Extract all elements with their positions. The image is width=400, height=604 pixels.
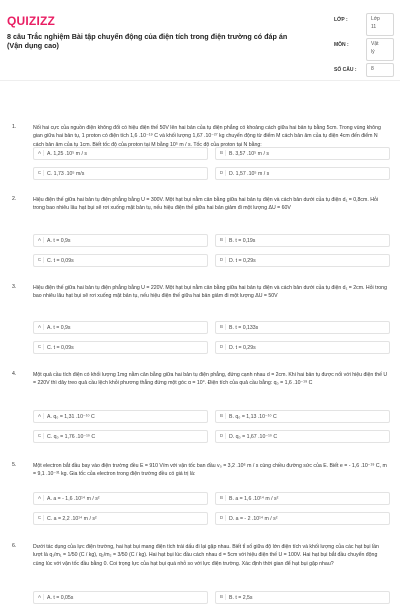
option-letter: B <box>218 594 226 600</box>
question-number: 5. <box>12 462 17 468</box>
option-text: B. q₀ = 1,13 .10⁻¹⁰ C <box>229 413 277 420</box>
option-a[interactable] <box>33 591 208 604</box>
question-text: Hiệu điện thế giữa hai bản tụ điện phẳng bằng U = 220V. Một hạt bụi nằm cân bằng giữa hai bản tụ điện và cách bản dưới của tụ điện d₁ = 2cm. Hỏi trong bao nhiêu lâu hạt bụi sẽ rơi xuống mặt bản tụ, nếu hiệu điện thế giữa hai bản giảm đi một lượng ΔU = 50V <box>33 285 387 300</box>
mon-value-1: Vật <box>371 41 379 47</box>
option-b[interactable] <box>215 147 390 160</box>
option-c[interactable] <box>33 254 208 267</box>
option-letter: D <box>218 515 226 521</box>
header <box>0 0 400 80</box>
socau-value: 8 <box>371 66 374 72</box>
option-letter: C <box>36 170 44 176</box>
option-d[interactable] <box>215 167 390 180</box>
option-text: C. q₀ = 1,76 .10⁻¹⁰ C <box>47 433 96 440</box>
mon-label: MÔN : <box>334 42 349 48</box>
option-letter: C <box>36 344 44 350</box>
option-letter: A <box>36 594 44 600</box>
option-a[interactable] <box>33 147 208 160</box>
option-text: A. t = 0,9s <box>47 324 71 331</box>
option-letter: D <box>218 170 226 176</box>
option-c[interactable] <box>33 167 208 180</box>
question-text: Một electron bắt đầu bay vào điện trường đều E = 910 V/m với vận tốc ban đầu v₀ = 3,2 .10⁶ m / s cùng chiều đường sức của E. Biết e = - 1,6 .10⁻¹⁹ C, m = 9,1 .10⁻³¹ kg. Gia tốc của electron trong điện trường đều có giá trị là: <box>33 463 387 478</box>
option-letter: B <box>218 237 226 243</box>
lop-value-1: Lớp <box>371 16 380 22</box>
option-letter: A <box>36 495 44 501</box>
option-text: D. 1,57 .10⁵ m / s <box>229 170 270 177</box>
option-d[interactable] <box>215 341 390 354</box>
option-letter: A <box>36 237 44 243</box>
option-a[interactable] <box>33 410 208 423</box>
option-d[interactable] <box>215 254 390 267</box>
option-text: B. t = 2,5s <box>229 594 253 601</box>
option-letter: B <box>218 495 226 501</box>
question-text: Hiệu điện thế giữa hai bản tụ điện phẳng bằng U = 300V. Một hạt bụi nằm cân bằng giữa hai bản tụ điện và cách bản dưới của tụ điện d₁ = 0,8cm. Hỏi trong bao nhiêu lâu hạt bụi sẽ rơi xuống mặt bản tụ, nếu hiệu điện thế giữa hai bản giảm đi một lượng ΔU = 60V <box>33 197 379 212</box>
option-b[interactable] <box>215 321 390 334</box>
option-letter: B <box>218 413 226 419</box>
option-letter: A <box>36 324 44 330</box>
option-letter: C <box>36 433 44 439</box>
option-text: D. q₀ = 1,67 .10⁻¹⁰ C <box>229 433 278 440</box>
option-letter: D <box>218 257 226 263</box>
option-c[interactable] <box>33 512 208 525</box>
option-text: A. a = - 1,6 .10¹⁴ m / s² <box>47 495 100 502</box>
option-letter: D <box>218 344 226 350</box>
question-text: Dưới tác dụng của lực điện trường, hai hạt bụi mang điện tích trái dấu đi lại gặp nhau. Biết tỉ số giữa độ lớn điện tích và khối lượng của các hạt bụi lần lượt là q₁/m₁ = 1/50 (C / kg), q₂/m₂ = 3/50 (C / kg). Hai hạt bụi lúc đầu cách nhau d = 5cm với hiệu điện thế U = 100V. Hai hạt bụi bắt đầu chuyển động cùng lúc với vận tốc đầu bằng 0. Coi trọng lực của hạt bụi quá nhỏ so với lực điện trường. Xác định thời gian để hạt bụi gặp nhau? <box>33 544 379 567</box>
socau-label: SỐ CÂU : <box>334 67 357 73</box>
lop-value-2: 11 <box>371 24 377 30</box>
option-letter: A <box>36 150 44 156</box>
question-text: Nối hai cực của nguồn điện không đổi có hiệu điện thế 50V lên hai bản của tụ điện phẳng có khoảng cách giữa hai bản tụ bằng 5cm. Trong vùng không gian giữa hai bản tụ, 1 proton có điện tích 1,6 .10⁻¹⁹ C và khối lượng 1,67 .10⁻²⁷ kg chuyển động từ điểm M cách bản âm của tụ điện 4cm đến điểm N cách bản âm của tụ 1cm. Biết tốc độ của proton tại M bằng 10⁵ m / s. Tốc độ của proton tại N bằng: <box>33 125 381 148</box>
option-letter: D <box>218 433 226 439</box>
option-b[interactable] <box>215 492 390 505</box>
option-text: B. a = 1,6 .10¹⁴ m / s² <box>229 495 279 502</box>
question-number: 1. <box>12 124 17 130</box>
option-letter: C <box>36 515 44 521</box>
option-text: C. t = 0,09s <box>47 257 74 264</box>
option-text: D. t = 0,29s <box>229 344 256 351</box>
question-text: Một quả cầu tích điện có khối lượng 1mg nằm cân bằng giữa hai bản tụ điện phẳng, đứng cạnh nhau d = 2cm. Khi hai bản tụ được nối với hiệu điện thế U = 220V thì dây treo quả cầu lệch khỏi phương thẳng đứng một góc α = 10°. Điện tích của quả cầu bằng: q₀ = 1,6 .10⁻¹⁹ C <box>33 372 388 387</box>
option-letter: C <box>36 257 44 263</box>
option-text: B. 3,57 .10⁵ m / s <box>229 150 269 157</box>
question-number: 3. <box>12 284 17 290</box>
option-text: A. 1,25 .10⁵ m / s <box>47 150 87 157</box>
option-d[interactable] <box>215 430 390 443</box>
question-number: 6. <box>12 543 17 549</box>
question-number: 2. <box>12 196 17 202</box>
option-letter: A <box>36 413 44 419</box>
option-c[interactable] <box>33 430 208 443</box>
option-text: C. a = 2,2 .10¹⁴ m / s² <box>47 515 97 522</box>
option-b[interactable] <box>215 591 390 604</box>
option-text: D. t = 0,29s <box>229 257 256 264</box>
option-b[interactable] <box>215 410 390 423</box>
option-text: A. t = 0,9s <box>47 237 71 244</box>
option-text: B. t = 0,133s <box>229 324 259 331</box>
option-c[interactable] <box>33 341 208 354</box>
question-number: 4. <box>12 371 17 377</box>
lop-label: LỚP : <box>334 17 348 23</box>
option-text: C. 1,73 .10⁵ m/s <box>47 170 85 177</box>
option-text: B. t = 0,19s <box>229 237 256 244</box>
header-divider <box>0 80 400 81</box>
option-letter: B <box>218 324 226 330</box>
option-a[interactable] <box>33 234 208 247</box>
quiz-title: 8 câu Trắc nghiệm Bài tập chuyển động của điện tích trong điện trường có đáp án (Vận dụng cao) <box>7 32 288 50</box>
option-d[interactable] <box>215 512 390 525</box>
option-letter: B <box>218 150 226 156</box>
quizizz-logo[interactable]: QUIZIZZ <box>7 14 56 28</box>
option-text: C. t = 0,09s <box>47 344 74 351</box>
option-text: A. q₀ = 1,31 .10⁻¹⁰ C <box>47 413 95 420</box>
mon-value-2: lý <box>371 49 375 55</box>
option-b[interactable] <box>215 234 390 247</box>
option-a[interactable] <box>33 321 208 334</box>
option-a[interactable] <box>33 492 208 505</box>
option-text: A. t = 0,05s <box>47 594 74 601</box>
option-text: D. a = - 2 .10¹⁴ m / s² <box>229 515 278 522</box>
